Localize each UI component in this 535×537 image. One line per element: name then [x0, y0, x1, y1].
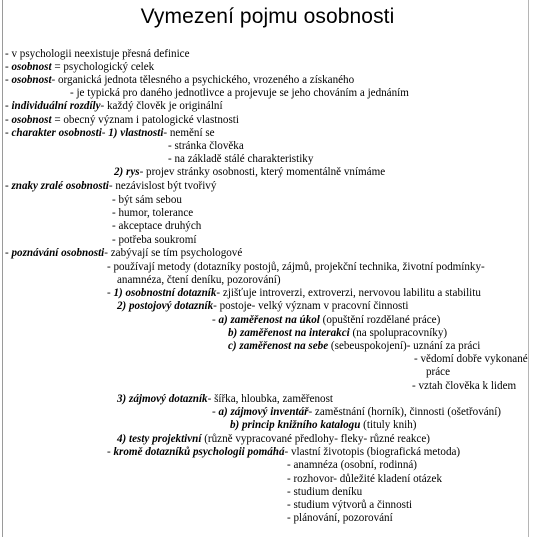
text-line	[412, 380, 516, 393]
text-span: - zjišťuje introverzi, extroverzi, nervovou labilitu a stabilitu	[216, 287, 481, 299]
text-span: práce	[426, 366, 451, 378]
text-span: - vlastní životopis (biografická metoda)	[284, 446, 461, 458]
text-span: - projev stránky osobnosti, který momentálně vnímáme	[139, 166, 386, 178]
text-line	[168, 153, 313, 166]
text-span: (různě vypracované předlohy- fleky- různé reakce)	[201, 433, 430, 445]
text-line	[5, 114, 239, 127]
text-line	[70, 87, 409, 100]
text-span: - na základě stálé charakteristiky	[168, 153, 314, 165]
text-span: -	[5, 114, 12, 126]
text-span: = psychologický celek	[51, 61, 155, 73]
emphasized-term: b) princip knižního katalogu	[230, 419, 361, 431]
text-span: - anamnéza (osobní, rodinná)	[287, 459, 417, 471]
text-span: - vztah člověka k lidem	[412, 380, 517, 392]
text-line	[117, 433, 430, 446]
text-span: - humor, tolerance	[112, 207, 194, 219]
text-span: - studium výtvorů a činnosti	[287, 499, 413, 511]
text-span: - být sám sebou	[112, 194, 182, 206]
emphasized-term: charakter osobnosti	[11, 127, 102, 139]
text-span: - plánování, pozorování	[287, 512, 393, 524]
text-span: -	[5, 74, 12, 86]
text-span: -	[5, 180, 12, 192]
text-span: - postoje- velký význam v pracovní činnosti	[213, 300, 409, 312]
text-line	[5, 180, 216, 193]
text-span: (na spolupracovníky)	[349, 327, 448, 339]
emphasized-term: osobnost	[11, 61, 52, 73]
emphasized-term: c) zaměřenost na sebe	[228, 340, 329, 352]
text-span: - studium deníku	[287, 486, 363, 498]
page-margin-line-right	[528, 0, 529, 537]
emphasized-term: 2) rys	[114, 166, 140, 178]
text-span: -	[5, 247, 12, 259]
text-span: - potřeba soukromí	[112, 234, 197, 246]
text-line	[212, 314, 440, 327]
text-span: - šířka, hloubka, zaměřenost	[207, 393, 333, 405]
text-line	[287, 512, 393, 525]
emphasized-term: a) zaměřenost na úkol	[218, 314, 320, 326]
text-line	[5, 74, 354, 87]
emphasized-term: 1) osobnostní dotazník	[113, 287, 217, 299]
text-line	[112, 207, 193, 220]
text-span: - vědomí dobře vykonané	[414, 353, 528, 365]
text-span: anamnéza, čtení deníku, pozorování)	[117, 274, 281, 286]
page-margin-line-left	[2, 0, 3, 537]
text-line	[287, 473, 442, 486]
text-span: - rozhovor- důležité kladení otázek	[287, 473, 443, 485]
emphasized-term: 4) testy projektivní	[117, 433, 202, 445]
emphasized-term: poznávání osobnosti	[11, 247, 105, 259]
text-line	[117, 274, 281, 287]
text-span: -	[212, 406, 219, 418]
text-span: -	[5, 61, 12, 73]
text-span: (opuštění rozdělané práce)	[319, 314, 441, 326]
text-line	[117, 300, 408, 313]
emphasized-term: kromě dotazníků psychologii pomáhá	[113, 446, 285, 458]
text-span: - používají metody (dotazníky postojů, zájmů, projekční technika, životní podmínky-	[107, 261, 485, 273]
text-line	[5, 48, 190, 61]
text-span: -	[5, 127, 12, 139]
text-span: (sebeuspokojení)- uznání za práci	[328, 340, 481, 352]
text-line	[5, 100, 223, 113]
text-line	[5, 247, 242, 260]
text-span: - je typická pro daného jednotlivce a projevuje se jeho chováním a jednáním	[70, 87, 409, 99]
text-span: - organická jednota tělesného a psychického, vrozeného a získaného	[51, 74, 355, 86]
emphasized-term: a) zájmový inventář	[218, 406, 309, 418]
text-line	[414, 353, 528, 366]
text-line	[212, 406, 501, 419]
text-span: = obecný význam i patologické vlastnosti	[51, 114, 239, 126]
text-line	[117, 393, 333, 406]
text-line	[228, 327, 447, 340]
emphasized-term: osobnost	[11, 74, 52, 86]
emphasized-term: osobnost	[11, 114, 52, 126]
text-line	[287, 459, 417, 472]
emphasized-term: b) zaměřenost na interakci	[228, 327, 350, 339]
text-line	[112, 194, 182, 207]
text-line	[5, 127, 215, 140]
text-span: - zabývají se tím psychologové	[104, 247, 243, 259]
emphasized-term: 3) zájmový dotazník	[117, 393, 208, 405]
text-line	[426, 366, 450, 379]
text-span: -	[212, 314, 219, 326]
text-span: - nezávislost být tvořivý	[108, 180, 217, 192]
text-line	[107, 446, 460, 459]
text-line	[287, 499, 412, 512]
text-span: - stránka člověka	[168, 140, 244, 152]
text-span: - v psychologii neexistuje přesná definice	[5, 48, 190, 60]
text-span: -	[107, 446, 114, 458]
text-span: -	[5, 100, 12, 112]
text-line	[228, 340, 480, 353]
emphasized-term: individuální rozdíly	[11, 100, 101, 112]
text-line	[168, 140, 244, 153]
text-line	[287, 486, 362, 499]
emphasized-term: znaky zralé osobnosti	[11, 180, 109, 192]
text-span: - akceptace druhých	[112, 220, 202, 232]
text-span: -	[107, 287, 114, 299]
text-line	[112, 234, 196, 247]
text-line	[112, 220, 201, 233]
text-span: -	[101, 127, 109, 139]
text-line	[107, 287, 481, 300]
text-line	[230, 419, 416, 432]
emphasized-term: 2) postojový dotazník	[117, 300, 214, 312]
text-line	[5, 61, 154, 74]
text-line	[107, 261, 485, 274]
text-span: - každý člověk je originální	[100, 100, 223, 112]
page-title: Vymezení pojmu osobnosti	[140, 5, 395, 28]
text-span: - zaměstnání (horník), činnosti (ošetřování)	[308, 406, 501, 418]
text-line	[114, 166, 385, 179]
text-span: - nemění se	[163, 127, 215, 139]
text-span: (tituly knih)	[360, 419, 417, 431]
emphasized-term: 1) vlastnosti	[108, 127, 164, 139]
